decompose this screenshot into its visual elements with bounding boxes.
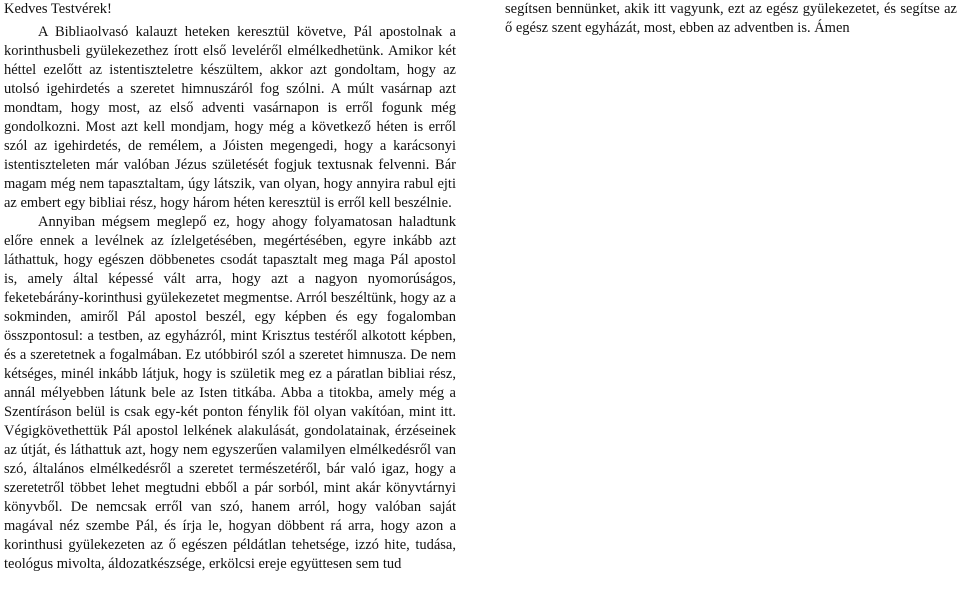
- left-column: [4, 0, 456, 574]
- paragraph-2: Annyiban mégsem meglepő ez, hogy ahogy folyamatosan haladtunk előre ennek a levélnek az ízlelgetésében, megértésében, egyre inkább azt láthattuk, hogy egészen döbbenetes csodát tapasztalt meg maga Pál apostol is, amely által képessé vált arra, hogy azt a nagyon nyomorúságos, feketebárány-korinthusi gyülekezetet megmentse. Arról beszéltünk, hogy az a sokminden, amiről Pál apostol beszél, egy képben és egy fogalomban összpontosul: a testben, az egyházról, mint Krisztus testéről alkotott képben, és a szeretetnek a fogalmában. Ez utóbbiról szól a szeretet himnusza. De nem kétséges, minél inkább látjuk, hogy is születik meg ez a páratlan bibliai rész, annál mélyebben látunk bele az Isten titkába. Abba a titokba, amely még a Szentíráson belül is csak egy-két ponton fénylik föl olyan vakítóan, mint itt. Végigkövethettük Pál apostol lelkének alakulását, gondolatainak, érzéseinek az útját, és láthattuk azt, hogy nem egyszerűen valamilyen elmélkedésről van szó, általános elmélkedésről a szeretet természetéről, bár való igaz, hogy a szeretetről többet lehet megtudni ebből a pár sorból, mint akár könyvtárnyi könyvből. De nemcsak erről van szó, hanem arról, hogy valóban saját magával néz szembe Pál, és írja le, hogyan döbbent rá arra, hogy azon a korinthusi gyülekezeten az ő egészen példátlan tehetsége, izzó hite, tudása, teológus mivolta, áldozatkészsége, erkölcsi ereje együttesen sem tud: [4, 214, 456, 572]
- closing-paragraph: segítsen bennünket, akik itt vagyunk, ezt az egész gyülekezetet, és segítse az ő egész szent egyházát, most, ebben az adventben is. Ámen: [505, 1, 957, 36]
- paragraph-1: A Bibliaolvasó kalauzt heteken keresztül követve, Pál apostolnak a korinthusbeli gyülekezethez írott első leveléről elmélkedhetünk. Amikor két héttel ezelőtt az istentiszteletre készültem, akkor azt gondoltam, hogy az utolsó igehirdetés a szeretet himnuszáról fog szólni. A múlt vasárnap azt mondtam, hogy most, az első adventi vasárnapon is erről fogunk még gondolkozni. Most azt kell mondjam, hogy még a következő héten is erről szól az igehirdetés, de remélem, a Jóisten megengedi, hogy a karácsonyi istentiszteleten már valóban Jézus születését fogjuk textusnak felvenni. Bár magam még nem tapasztaltam, úgy látszik, van olyan, hogy annyira rabul ejti az embert egy bibliai rész, hogy három héten keresztül is erről kell beszélnie.: [4, 24, 456, 211]
- right-column: [505, 0, 957, 38]
- greeting: Kedves Testvérek!: [4, 1, 112, 17]
